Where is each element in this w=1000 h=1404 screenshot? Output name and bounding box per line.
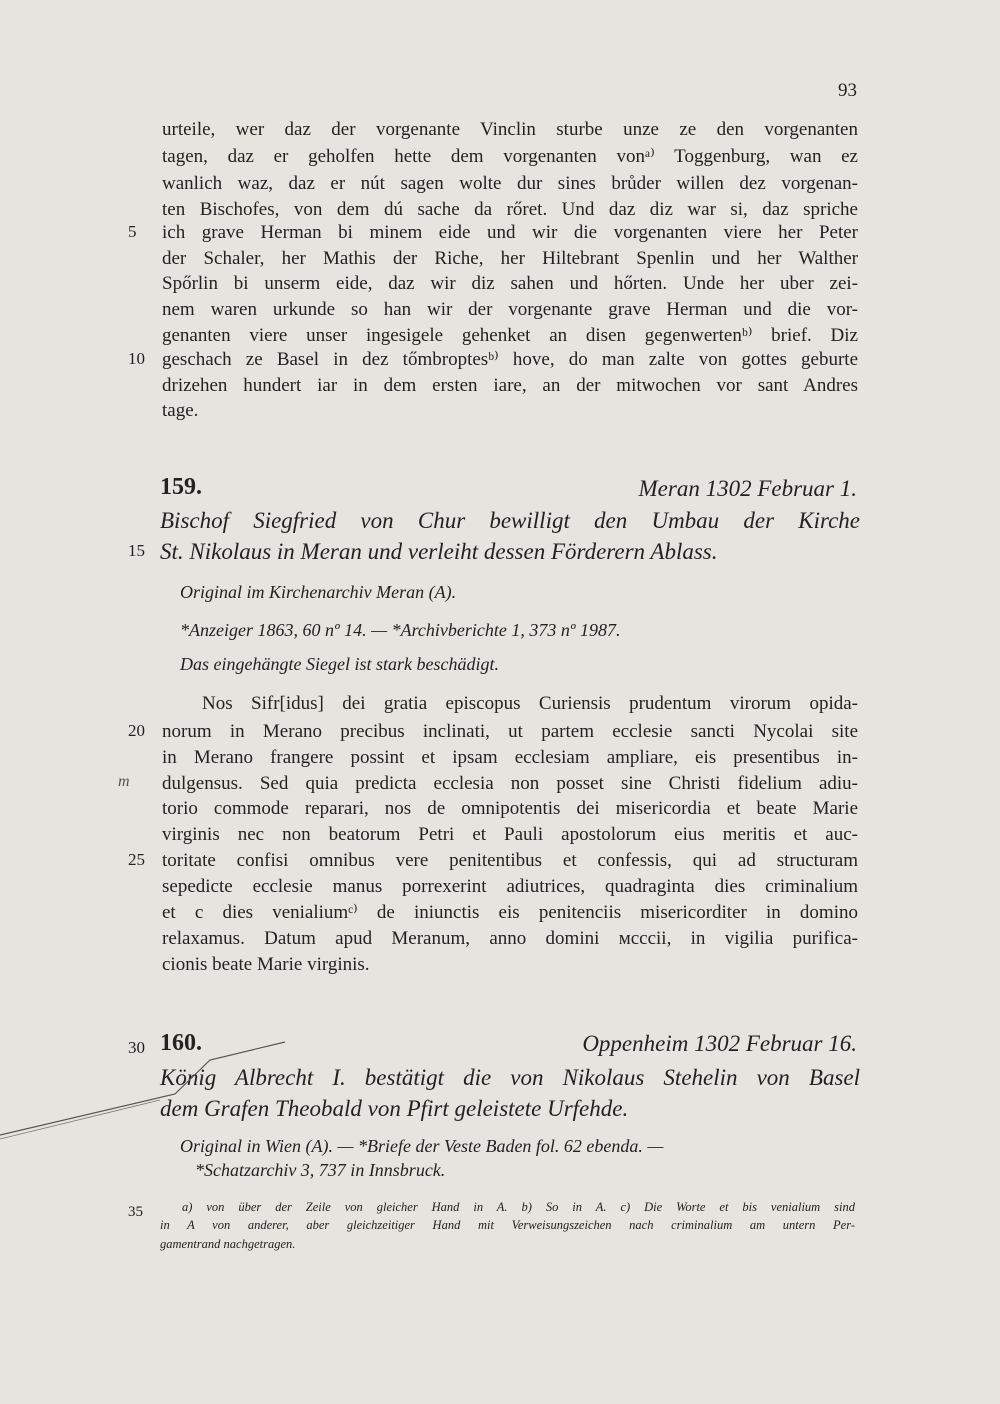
- text-line: in Merano frangere possint et ipsam ecclesiam ampliare, eis presentibus in-: [162, 747, 858, 768]
- text-line: der Schaler, her Mathis der Riche, her Hiltebrant Spenlin und her Walther: [162, 248, 858, 269]
- text-line: ten Bischofes, von dem dú sache da rőret. Und daz diz war si, daz spriche: [162, 199, 858, 220]
- entry-date: Meran 1302 Februar 1.: [638, 476, 857, 501]
- text-line: nem waren urkunde so han wir der vorgenante grave Herman und die vor-: [162, 299, 858, 320]
- entry-number: 160.: [160, 1030, 202, 1056]
- entry-title-line: König Albrecht I. bestätigt die von Nikolaus Stehelin von Basel: [160, 1065, 860, 1090]
- text-line: norum in Merano precibus inclinati, ut partem ecclesie sancti Nycolai site: [162, 721, 858, 742]
- entry-title-line: Bischof Siegfried von Chur bewilligt den Umbau der Kirche: [160, 508, 860, 533]
- text-line: genanten viere unser ingesigele gehenket an disen gegenwertenᵇ⁾ brief. Diz: [162, 325, 858, 346]
- footnote-line: in A von anderer, aber gleichzeitiger Hand mit Verweisungszeichen nach criminalium am untern Per-: [160, 1218, 855, 1232]
- text-line: sepedicte ecclesie manus porrexerint adiutrices, quadraginta dies criminalium: [162, 876, 858, 897]
- page-number: 93: [838, 80, 857, 101]
- line-number: 30: [128, 1038, 145, 1057]
- source-note: Das eingehängte Siegel ist stark beschädigt.: [180, 654, 499, 674]
- text-line: et c dies venialiumᶜ⁾ de iniunctis eis penitenciis misericorditer in domino: [162, 902, 858, 923]
- text-line: toritate confisi omnibus vere penitentibus et confessis, qui ad structuram: [162, 850, 858, 871]
- text-line: dulgensus. Sed quia predicta ecclesia non posset sine Christi fidelium adiu-: [162, 773, 858, 794]
- text-line: drizehen hundert iar in dem ersten iare, an der mitwochen vor sant Andres: [162, 375, 858, 396]
- line-number: 25: [128, 850, 145, 869]
- text-line: virginis nec non beatorum Petri et Pauli apostolorum eius meritis et auc-: [162, 824, 858, 845]
- text-line: Spőrlin bi unserm eide, daz wir diz sahen und hőrten. Unde her uber zei-: [162, 273, 858, 294]
- text-line: Nos Sifr[idus] dei gratia episcopus Curiensis prudentum virorum opida-: [202, 693, 858, 714]
- entry-title-line: dem Grafen Theobald von Pfirt geleistete Urfehde.: [160, 1096, 629, 1121]
- entry-number: 159.: [160, 474, 202, 500]
- line-number: 5: [128, 222, 137, 241]
- line-number: 15: [128, 541, 145, 560]
- footnote-line: gamentrand nachgetragen.: [160, 1237, 296, 1251]
- source-note: Original in Wien (A). — *Briefe der Veste Baden fol. 62 ebenda. —: [180, 1136, 664, 1156]
- text-line: cionis beate Marie virginis.: [162, 954, 370, 975]
- line-number: 20: [128, 721, 145, 740]
- text-line: tage.: [162, 400, 199, 421]
- footnote-line: a) von über der Zeile von gleicher Hand in A. b) So in A. c) Die Worte et bis venialium sind: [182, 1200, 855, 1214]
- text-line: geschach ze Basel in dez tőmbroptesᵇ⁾ hove, do man zalte von gottes geburte: [162, 349, 858, 370]
- margin-annotation: m: [118, 773, 130, 790]
- text-line: torio commode reparari, nos de omnipotentis dei misericordia et beate Marie: [162, 798, 858, 819]
- line-number: 35: [128, 1204, 143, 1220]
- text-line: ich grave Herman bi minem eide und wir die vorgenanten viere her Peter: [162, 222, 858, 243]
- line-number: 10: [128, 349, 145, 368]
- source-note: Original im Kirchenarchiv Meran (A).: [180, 582, 457, 602]
- source-note: *Schatzarchiv 3, 737 in Innsbruck.: [195, 1160, 446, 1180]
- text-line: tagen, daz er geholfen hette dem vorgenanten vonᵃ⁾ Toggenburg, wan ez: [162, 146, 858, 167]
- entry-date: Oppenheim 1302 Februar 16.: [582, 1031, 857, 1056]
- text-line: wanlich waz, daz er nút sagen wolte dur sines brůder willen dez vorgenan-: [162, 173, 858, 194]
- entry-title-line: St. Nikolaus in Meran und verleiht dessen Förderern Ablass.: [160, 539, 718, 564]
- text-line: relaxamus. Datum apud Meranum, anno domini ᴍcccii, in vigilia purifica-: [162, 928, 858, 949]
- text-line: urteile, wer daz der vorgenante Vinclin sturbe unze ze den vorgenanten: [162, 119, 858, 140]
- source-note: *Anzeiger 1863, 60 nº 14. — *Archivberichte 1, 373 nº 1987.: [180, 620, 621, 640]
